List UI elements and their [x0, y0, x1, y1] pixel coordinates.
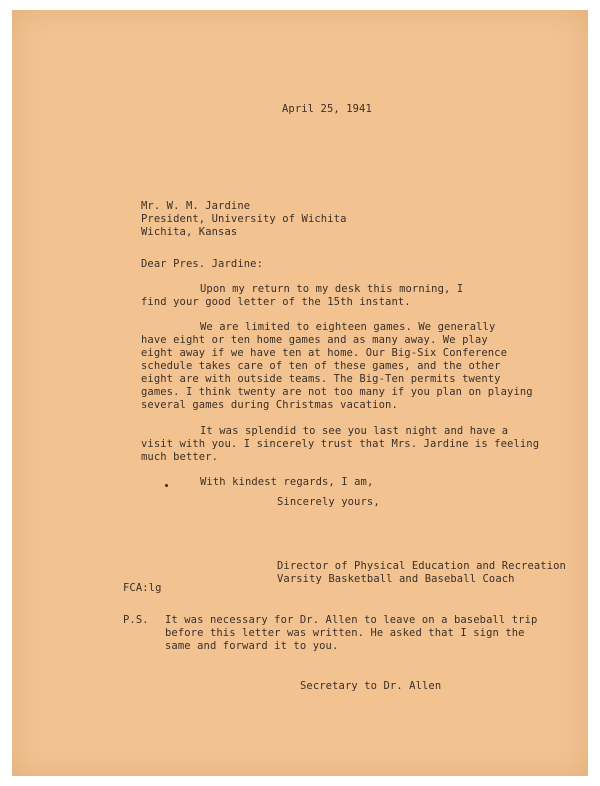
letter-page [12, 10, 588, 776]
signature-title-line-1: Director of Physical Education and Recreation [277, 560, 566, 572]
postscript-line-2: before this letter was written. He asked that I sign the [165, 627, 525, 639]
recipient-title: President, University of Wichita [141, 213, 347, 225]
letter-date: April 25, 1941 [282, 103, 372, 115]
paragraph-2-line-2: have eight or ten home games and as many away. We play [141, 334, 488, 346]
postscript-line-1: It was necessary for Dr. Allen to leave on a baseball trip [165, 614, 538, 626]
paragraph-2-line-3: eight away if we have ten at home. Our Big-Six Conference [141, 347, 508, 359]
paragraph-2-line-4: schedule takes care of ten of these games, and the other [141, 360, 501, 372]
regards-line: With kindest regards, I am, [200, 476, 374, 488]
recipient-city: Wichita, Kansas [141, 226, 238, 238]
ink-speck [165, 484, 168, 487]
recipient-name: Mr. W. M. Jardine [141, 200, 251, 212]
paragraph-2-line-1: We are limited to eighteen games. We generally [200, 321, 496, 333]
initials: FCA:lg [123, 582, 162, 594]
paragraph-1-line-2: find your good letter of the 15th instant. [141, 296, 411, 308]
postscript-line-3: same and forward it to you. [165, 640, 339, 652]
paragraph-1-line-1: Upon my return to my desk this morning, I [200, 283, 464, 295]
postscript-label: P.S. [123, 614, 149, 626]
paragraph-2-line-5: eight are with outside teams. The Big-Ten permits twenty [141, 373, 501, 385]
paragraph-2-line-6: games. I think twenty are not too many if you plan on playing [141, 386, 533, 398]
closing-line: Sincerely yours, [277, 496, 380, 508]
paragraph-3-line-2: visit with you. I sincerely trust that Mrs. Jardine is feeling [141, 438, 540, 450]
paragraph-2-line-7: several games during Christmas vacation. [141, 399, 398, 411]
salutation: Dear Pres. Jardine: [141, 258, 264, 270]
paragraph-3-line-1: It was splendid to see you last night and have a [200, 425, 509, 437]
signature-title-line-2: Varsity Basketball and Baseball Coach [277, 573, 515, 585]
secretary-line: Secretary to Dr. Allen [300, 680, 442, 692]
paragraph-3-line-3: much better. [141, 451, 219, 463]
